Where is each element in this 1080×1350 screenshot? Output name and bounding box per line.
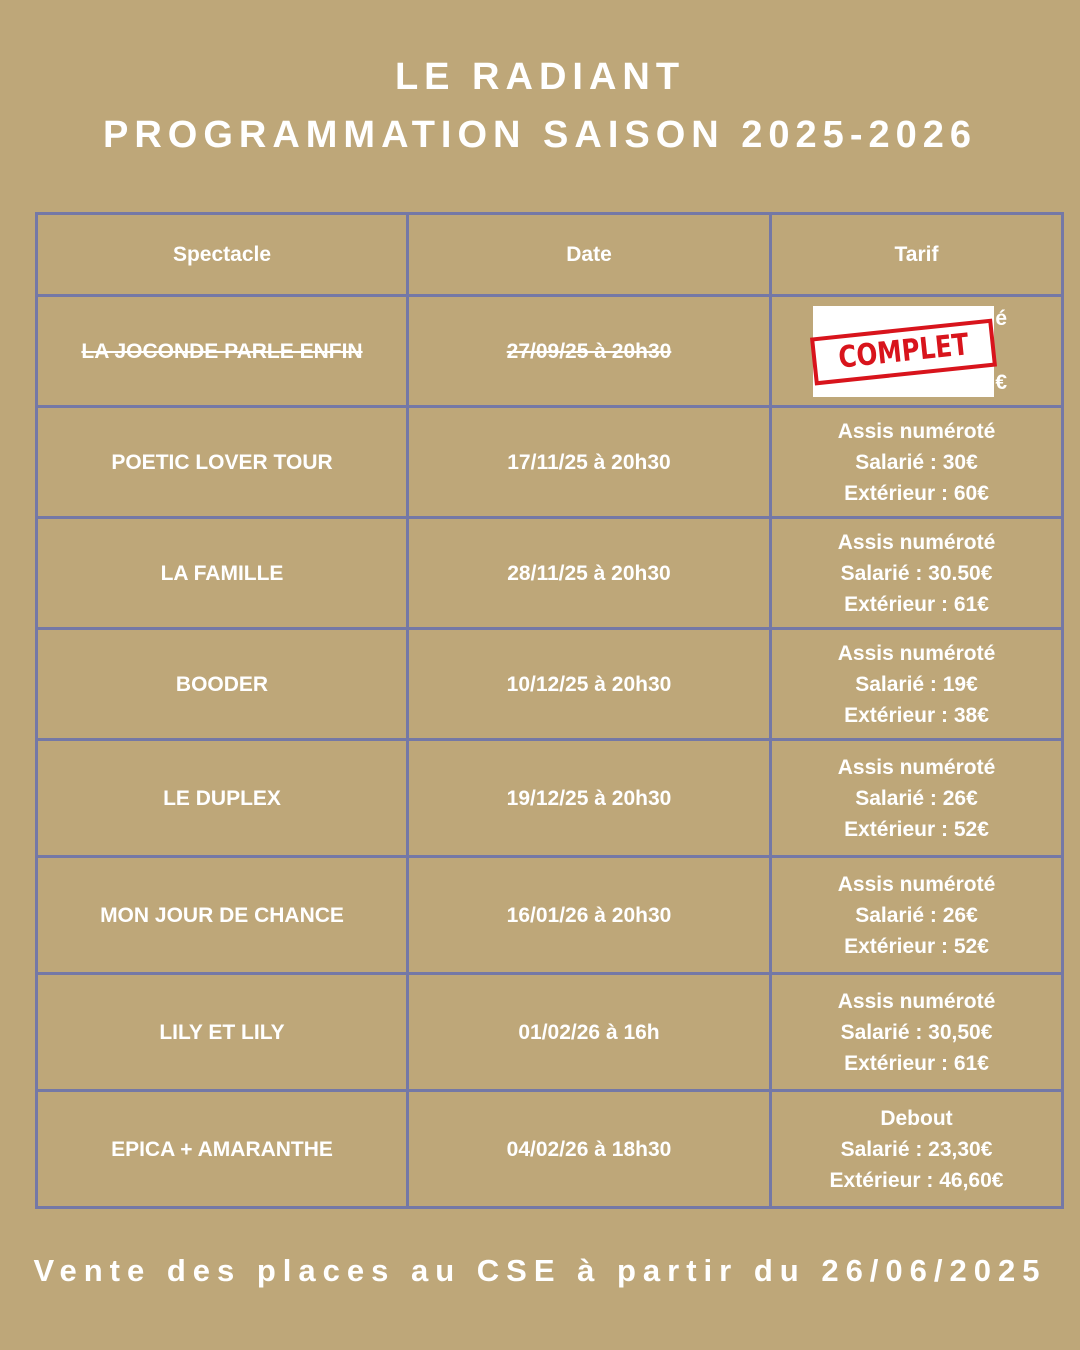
date-cell: 27/09/25 à 20h30 [408, 296, 771, 407]
tarif-salarie: Salarié : 23,30€ [840, 1137, 993, 1161]
tarif-exterieur: Extérieur : 52€ [844, 934, 989, 958]
spectacle-cell: EPICA + AMARANTHE [37, 1091, 408, 1208]
tarif-seating: Assis numéroté [837, 755, 996, 779]
tarif-cell [771, 740, 1063, 857]
spectacle-cell: BOODER [37, 629, 408, 740]
tarif-salarie: Salarié : 30.50€ [840, 561, 993, 585]
column-header-spectacle: Spectacle [37, 214, 408, 296]
table-row [37, 740, 1063, 857]
tarif-cell [771, 296, 1063, 407]
tarif-exterieur: Extérieur : 46,60€ [829, 1168, 1004, 1192]
tarif-exterieur: Extérieur : 60€ [844, 481, 989, 505]
header-subtitle: PROGRAMMATION SAISON 2025-2026 [102, 114, 978, 156]
tarif-cell [771, 407, 1063, 518]
spectacle-cell: LILY ET LILY [37, 974, 408, 1091]
tarif-exterieur: Extérieur : 52€ [844, 817, 989, 841]
spectacle-cell: POETIC LOVER TOUR [37, 407, 408, 518]
table-row [37, 629, 1063, 740]
tarif-hidden-text: € [995, 371, 1007, 394]
tarif-seating: Debout [880, 1106, 953, 1130]
tarif-cell [771, 857, 1063, 974]
tarif-seating: Assis numéroté [837, 641, 996, 665]
column-header-tarif: Tarif [771, 214, 1063, 296]
tarif-exterieur: Extérieur : 61€ [844, 1051, 989, 1075]
table-row [37, 857, 1063, 974]
tarif-cell [771, 974, 1063, 1091]
tarif-cell [771, 518, 1063, 629]
table-header-row [37, 214, 1063, 296]
date-cell: 17/11/25 à 20h30 [408, 407, 771, 518]
tarif-exterieur: Extérieur : 38€ [844, 703, 989, 727]
tarif-seating: Assis numéroté [837, 419, 996, 443]
tarif-salarie: Salarié : 26€ [855, 786, 978, 810]
table-row [37, 518, 1063, 629]
tarif-cell [771, 629, 1063, 740]
spectacle-cell: LA FAMILLE [37, 518, 408, 629]
tarif-seating: Assis numéroté [837, 530, 996, 554]
table-row [37, 407, 1063, 518]
footer-note: Vente des places au CSE à partir du 26/06/2025 [33, 1253, 1047, 1288]
date-cell: 19/12/25 à 20h30 [408, 740, 771, 857]
date-cell: 28/11/25 à 20h30 [408, 518, 771, 629]
tarif-salarie: Salarié : 30,50€ [840, 1020, 993, 1044]
tarif-salarie: Salarié : 19€ [855, 672, 978, 696]
column-header-date: Date [408, 214, 771, 296]
complet-stamp-label: COMPLET [836, 326, 971, 376]
tarif-salarie: Salarié : 26€ [855, 903, 978, 927]
spectacle-cell: MON JOUR DE CHANCE [37, 857, 408, 974]
date-cell: 16/01/26 à 20h30 [408, 857, 771, 974]
tarif-hidden-text: é [995, 307, 1007, 330]
tarif-exterieur: Extérieur : 61€ [844, 592, 989, 616]
date-cell: 10/12/25 à 20h30 [408, 629, 771, 740]
table-row [37, 296, 1063, 407]
spectacle-cell: LE DUPLEX [37, 740, 408, 857]
tarif-salarie: Salarié : 30€ [855, 450, 978, 474]
tarif-cell [771, 1091, 1063, 1208]
tarif-seating: Assis numéroté [837, 989, 996, 1013]
programme-table [35, 212, 1064, 1209]
date-cell: 01/02/26 à 16h [408, 974, 771, 1091]
spectacle-cell: LA JOCONDE PARLE ENFIN [37, 296, 408, 407]
header-title: LE RADIANT [394, 56, 686, 98]
date-cell: 04/02/26 à 18h30 [408, 1091, 771, 1208]
table-row [37, 974, 1063, 1091]
tarif-seating: Assis numéroté [837, 872, 996, 896]
table-row [37, 1091, 1063, 1208]
complet-stamp [813, 306, 994, 397]
